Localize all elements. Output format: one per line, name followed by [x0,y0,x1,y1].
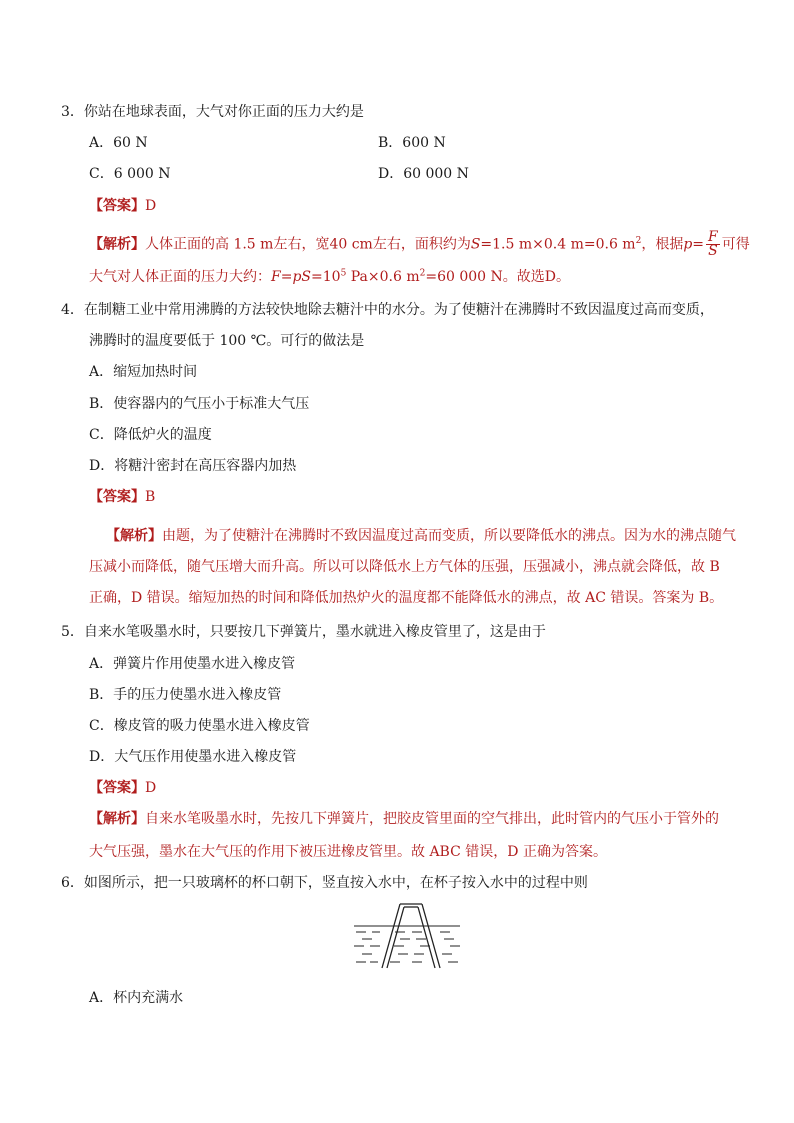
explain-tag: 【解析】 [89,236,145,253]
q3-stem: 3．你站在地球表面，大气对你正面的压力大约是 [61,104,364,120]
q5-answer [89,779,156,797]
q4-explanation-line1 [106,527,736,545]
q3-option-d: D．60 000 N [378,166,469,182]
q4-option-c: C．降低炉火的温度 [89,427,212,443]
inverted-glass [382,904,440,968]
answer-value: D [145,780,157,796]
superscript: 2 [635,235,642,246]
explain-tag: 【解析】 [106,528,162,544]
symbol-f: F [271,269,281,285]
water-dashes [354,932,460,962]
explain-text: 由题，为了使糖汁在沸腾时不致因温度过高而变质，所以要降低水的沸点。因为水的沸点随气 [162,528,736,544]
explain-text: 自来水笔吸墨水时，先按几下弹簧片，把胶皮管里面的空气排出，此时管内的气压小于管外的 [145,811,719,827]
explain-text: ，根据 [641,236,684,253]
equals-sign: = [692,236,705,253]
q3-answer [89,197,156,215]
fraction-f-over-s [706,231,720,258]
q5-explanation-line2: 大气压强，墨水在大气压的作用下被压进橡皮管里。故 ABC 错误，D 正确为答案。 [89,844,607,860]
fraction-denominator: S [708,243,718,259]
q5-option-b: B．手的压力使墨水进入橡皮管 [89,687,282,703]
q4-option-b: B．使容器内的气压小于标准大气压 [89,396,310,412]
explain-tag: 【解析】 [89,811,145,827]
answer-value: B [145,489,156,505]
symbol-ps: pS [292,269,312,285]
fraction-numerator: F [708,229,718,245]
explain-text: =60 000 N。故选D。 [425,269,570,285]
q4-explanation-line2: 压减小而降低，随气压增大而升高。所以可以降低水上方气体的压强，压强减小，沸点就会降低，故 B [89,559,720,575]
q6-stem: 6．如图所示，把一只玻璃杯的杯口朝下，竖直按入水中，在杯子按入水中的过程中则 [61,875,588,891]
explain-text: =1.5 m×0.4 m=0.6 m [480,236,636,253]
q4-option-a: A．缩短加热时间 [89,364,198,380]
q4-stem-line1: 4．在制糖工业中常用沸腾的方法较快地除去糖汁中的水分。为了使糖汁在沸腾时不致因温度过高而变质， [61,302,714,318]
q5-stem: 5．自来水笔吸墨水时，只要按几下弹簧片，墨水就进入橡皮管里了，这是由于 [61,624,546,640]
q3-option-b: B．600 N [378,135,446,151]
explain-text: 大气对人体正面的压力大约： [89,269,271,285]
q5-explanation-line1 [89,810,719,828]
q4-stem-line2: 沸腾时的温度要低于 100 ℃。可行的做法是 [89,333,365,349]
superscript: 2 [419,268,426,279]
symbol-s: S [470,236,481,253]
q5-option-d: D．大气压作用使墨水进入橡皮管 [89,749,297,765]
q4-option-d: D．将糖汁密封在高压容器内加热 [89,458,297,474]
answer-value: D [145,198,157,214]
q4-explanation-line3: 正确，D 错误。缩短加热的时间和降低加热炉火的温度都不能降低水的沸点，故 AC 错误。答案为 B。 [89,590,724,606]
symbol-p: p [683,236,693,253]
explain-text: =10 [311,269,341,285]
q3-explanation-line2 [89,268,570,286]
q4-answer [89,488,155,506]
answer-tag: 【答案】 [89,780,145,796]
q5-option-c: C．橡皮管的吸力使墨水进入橡皮管 [89,718,310,734]
superscript: 5 [340,268,347,279]
glass-in-water-figure [350,898,465,972]
explain-text: Pa×0.6 m [346,269,420,285]
q5-option-a: A．弹簧片作用使墨水进入橡皮管 [89,656,296,672]
answer-tag: 【答案】 [89,489,145,505]
equals-sign: = [280,269,293,285]
explain-text: 人体正面的高 1.5 m左右，宽40 cm左右，面积约为 [145,236,471,253]
q3-option-a: A．60 N [89,135,148,151]
answer-tag: 【答案】 [89,198,145,214]
q3-option-c: C．6 000 N [89,166,171,182]
q6-option-a: A．杯内充满水 [89,990,184,1006]
q3-explanation-line1 [89,231,750,258]
explain-text: 可得 [721,236,750,253]
